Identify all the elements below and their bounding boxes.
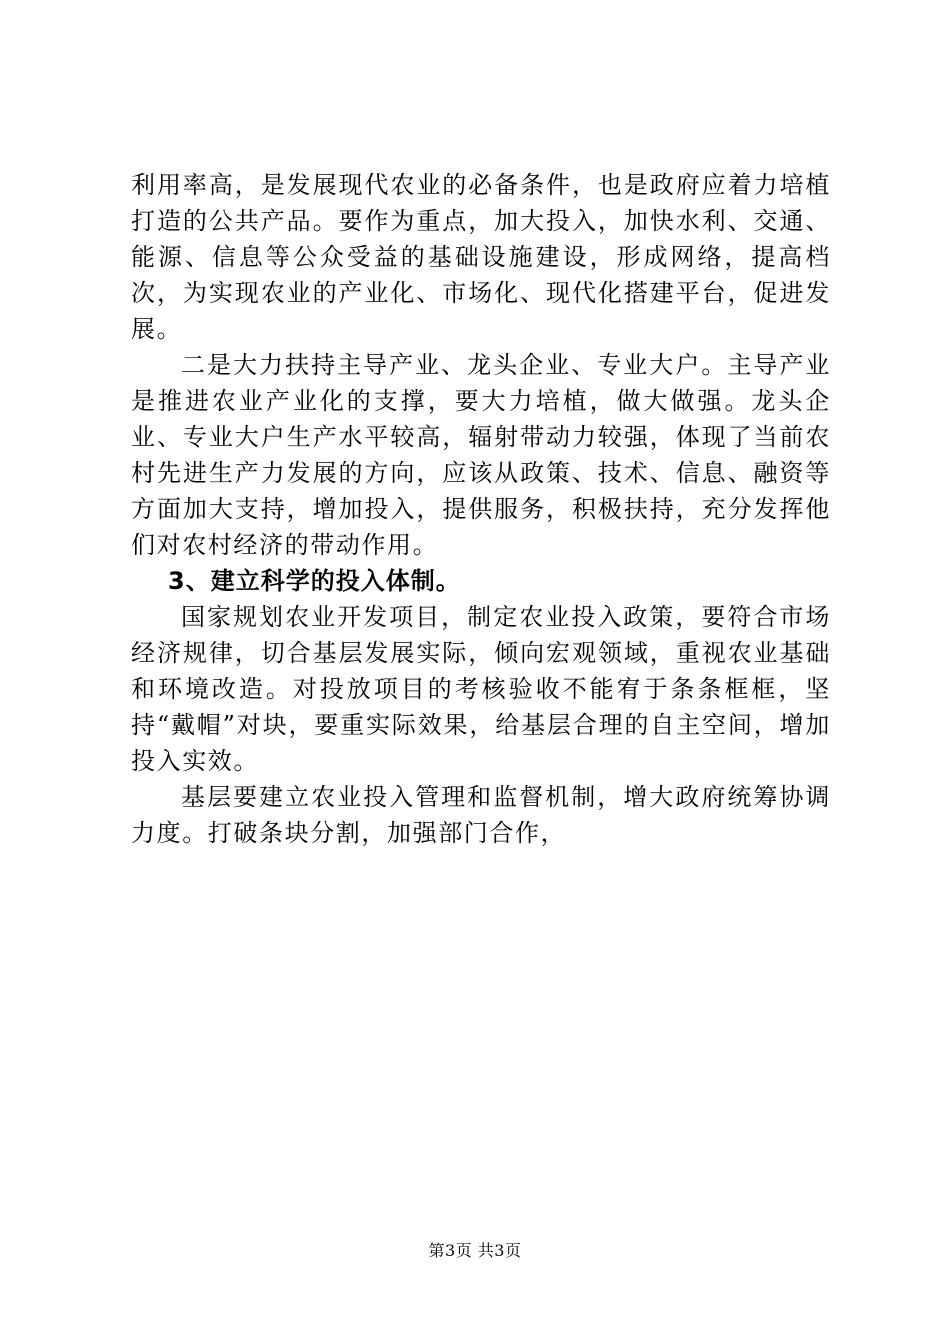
page-footer: 第3页 共3页 (428, 1241, 522, 1260)
paragraph-national-planning: 国家规划农业开发项目，制定农业投入政策，要符合市场经济规律，切合基层发展实际，倾向宏观领域，重视农业基础和环境改造。对投放项目的考核验收不能宥于条条框框，坚持“戴帽”对块，要重实际效果，给基层合理的自主空间，增加投入实效。 (131, 603, 831, 775)
paragraph-infrastructure: 利用率高，是发展现代农业的必备条件，也是政府应着力培植打造的公共产品。要作为重点，加大投入，加快水利、交通、能源、信息等公众受益的基础设施建设，形成网络，提高档次，为实现农业的产业化、市场化、现代化搭建平台，促进发展。 (131, 171, 831, 343)
document-body (131, 167, 831, 851)
section-heading-investment-system: 3、建立科学的投入体制。 (168, 567, 461, 595)
paragraph-grassroots-mechanism: 基层要建立农业投入管理和监督机制，增大政府统筹协调力度。打破条块分割，加强部门合作， (131, 783, 831, 847)
paragraph-leading-industries: 二是大力扶持主导产业、龙头企业、专业大户。主导产业是推进农业产业化的支撑，要大力培植，做大做强。龙头企业、专业大户生产水平较高，辐射带动力较强，体现了当前农村先进生产力发展的方向，应该从政策、技术、信息、融资等方面加大支持，增加投入，提供服务，积极扶持，充分发挥他们对农村经济的带动作用。 (131, 351, 831, 559)
